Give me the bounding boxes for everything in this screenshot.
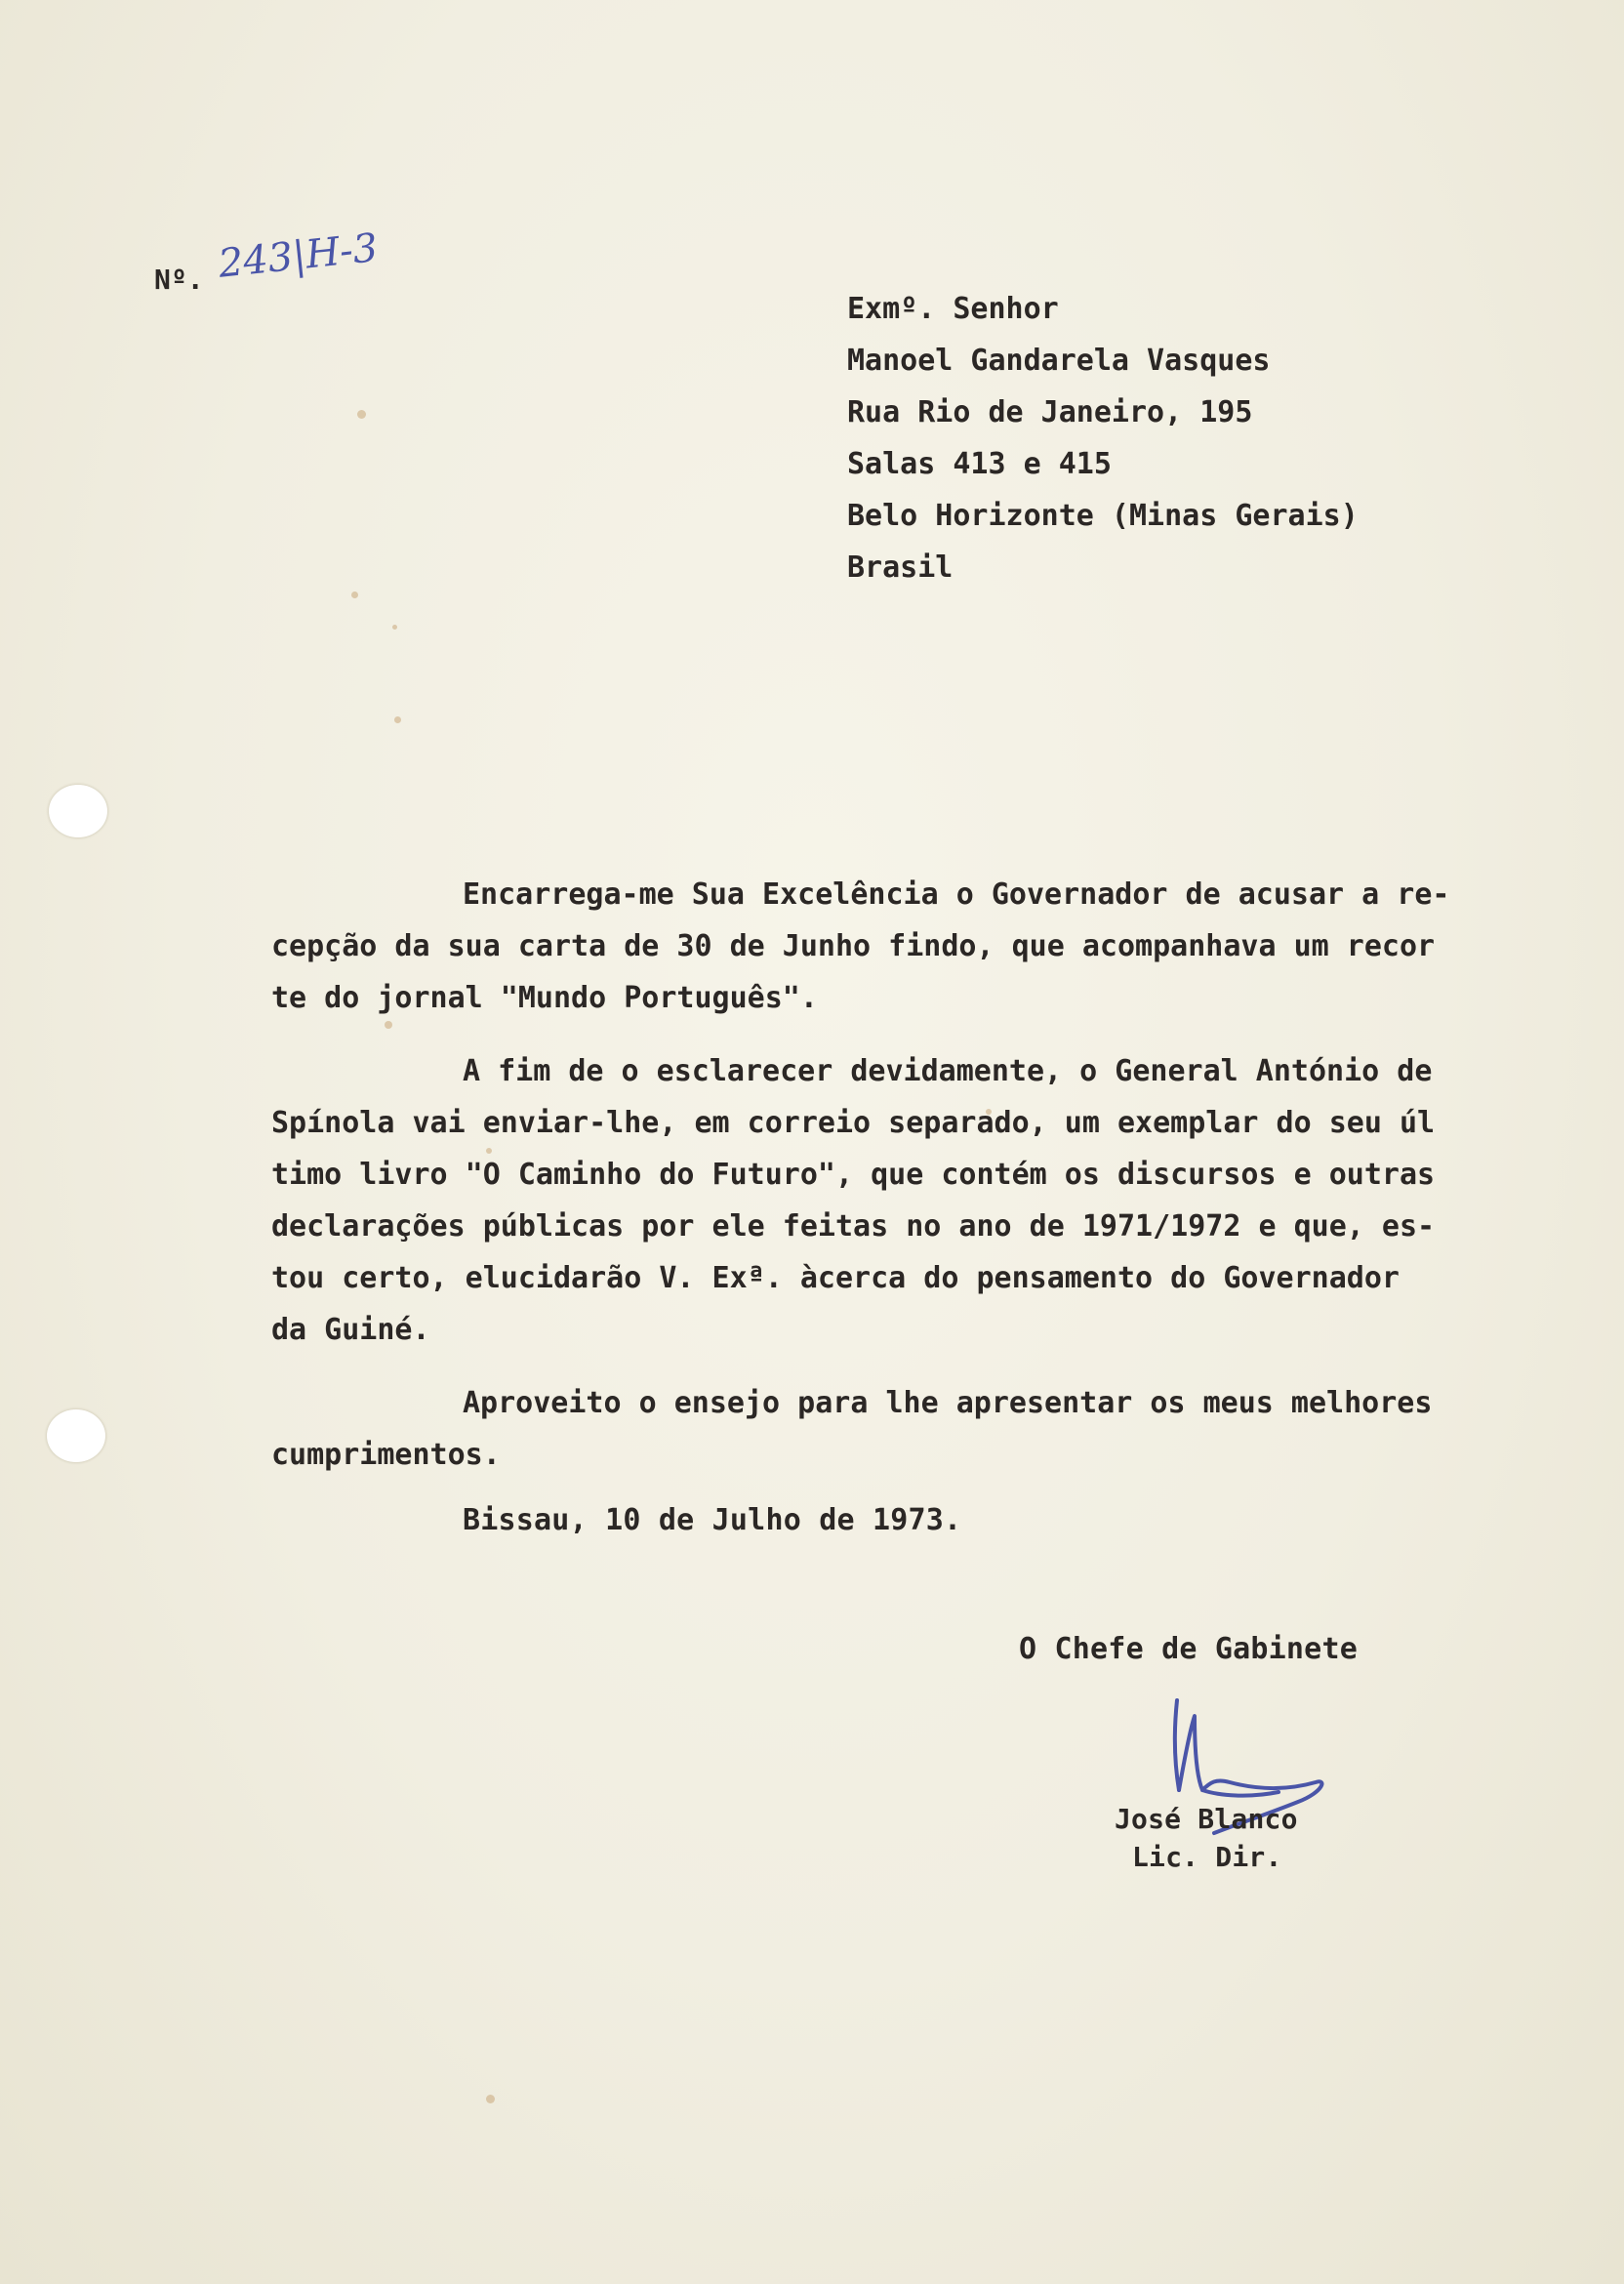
address-line: Belo Horizonte (Minas Gerais) (847, 499, 1359, 533)
body-line: cepção da sua carta de 30 de Junho findo, que acompanhava um recor (271, 929, 1436, 963)
body-line: Spínola vai enviar-lhe, em correio separado, um exemplar do seu úl (271, 1106, 1436, 1140)
foxing-spot (394, 716, 401, 723)
foxing-spot (351, 591, 358, 598)
recipient-address (847, 283, 1359, 593)
reference-handwritten: 243|H-3 (216, 225, 381, 287)
reference-label: Nº. (154, 264, 204, 296)
body-line: Encarrega-me Sua Excelência o Governador de acusar a re- (463, 877, 1450, 912)
body-line: timo livro "O Caminho do Futuro", que contém os discursos e outras (271, 1158, 1436, 1192)
body-line: cumprimentos. (271, 1438, 501, 1472)
letter-body (271, 869, 1540, 1481)
body-line: declarações públicas por ele feitas no ano de 1971/1972 e que, es- (271, 1209, 1436, 1244)
body-line: tou certo, elucidarão V. Exª. àcerca do pensamento do Governador (271, 1261, 1400, 1295)
body-line: A fim de o esclarecer devidamente, o General António de (463, 1054, 1433, 1088)
body-line: te do jornal "Mundo Português". (271, 981, 818, 1015)
address-line: Manoel Gandarela Vasques (847, 344, 1271, 378)
place-date: Bissau, 10 de Julho de 1973. (463, 1503, 962, 1537)
signer-name: José Blanco (1115, 1803, 1298, 1835)
foxing-spot (392, 625, 397, 630)
foxing-spot (486, 2095, 495, 2103)
address-line: Brasil (847, 551, 954, 585)
body-line: Aproveito o ensejo para lhe apresentar os meus melhores (463, 1386, 1433, 1420)
punch-hole-bottom (47, 1409, 105, 1462)
address-line: Salas 413 e 415 (847, 447, 1112, 481)
paragraph-3 (271, 1377, 1540, 1481)
paragraph-1 (271, 869, 1540, 1024)
address-line: Rua Rio de Janeiro, 195 (847, 395, 1253, 429)
address-line: Exmº. Senhor (847, 292, 1059, 326)
body-line: da Guiné. (271, 1313, 430, 1347)
punch-hole-top (49, 785, 107, 837)
paragraph-2 (271, 1045, 1540, 1356)
signer-degree: Lic. Dir. (1132, 1841, 1282, 1873)
closing-title: O Chefe de Gabinete (1019, 1632, 1358, 1666)
foxing-spot (357, 410, 366, 419)
